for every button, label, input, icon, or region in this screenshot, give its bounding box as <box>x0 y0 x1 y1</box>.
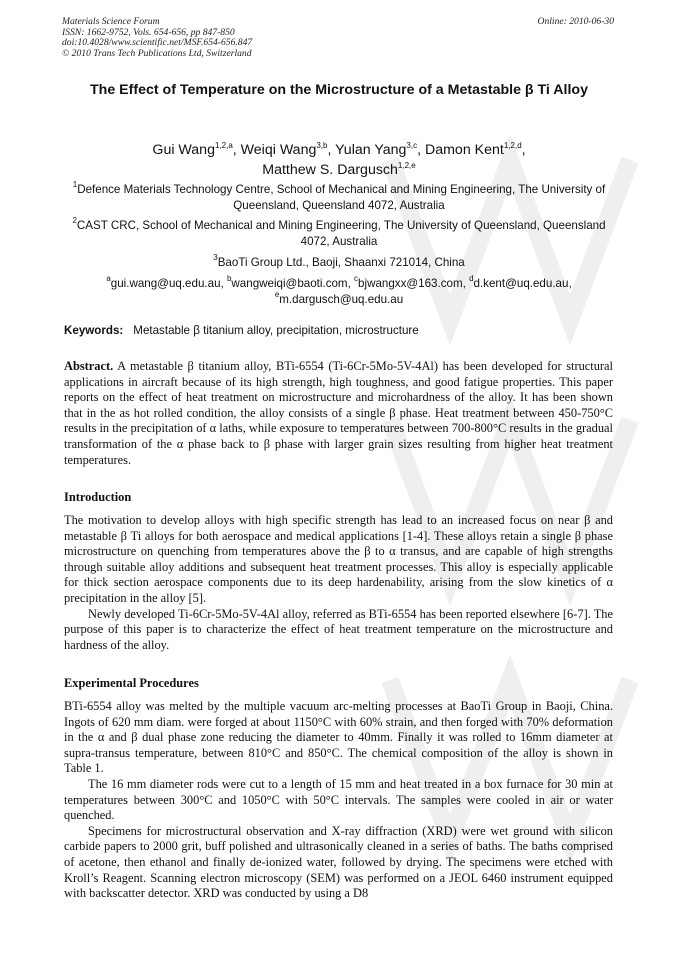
author: Matthew S. Dargusch$^{1,2,e}$ <box>262 161 416 178</box>
affiliation: $^1$Defence Materials Technology Centre, School of Mechanical and Mining Engineering, The University of Queensland, Queensland 4072, Australia <box>72 180 606 212</box>
paragraph: BTi-6554 alloy was melted by the multiple vacuum arc-melting processes at BaoTi Group in Baoji, China. Ingots of 620 mm diam. were forged at about 1150°C with 60% strain, and then forged with 70% deformation in the α and β dual phase zone reducing the diameter to 40mm. Finally it was rolled to 16mm diameter at supra-transus temperature, between 810°C and 850°C. The chemical composition of the alloy is shown in Table 1. <box>64 699 613 776</box>
email: $^d$d.kent@uq.edu.au, <box>469 274 572 290</box>
section-heading-experimental: Experimental Procedures <box>64 676 199 690</box>
doi-line: doi:10.4028/www.scientific.net/MSF.654-656.847 <box>62 37 253 49</box>
author: Weiqi Wang$^{3,b}$ <box>240 141 328 158</box>
author-list: Gui Wang$^{1,2,a}$, Weiqi Wang$^{3,b}$, Yulan Yang$^{3,c}$, Damon Kent$^{1,2,d}$, Matthew S. Dargusch$^{1,2,e}$ <box>152 141 526 178</box>
email: $^b$wangweiqi@baoti.com, <box>226 274 355 290</box>
abstract <box>64 359 613 468</box>
experimental-section <box>64 699 613 902</box>
keywords-text: Metastable β titanium alloy, precipitation, microstructure <box>133 324 419 337</box>
copyright-line: © 2010 Trans Tech Publications Ltd, Switzerland <box>62 47 252 59</box>
author: Yulan Yang$^{3,c}$ <box>335 141 418 158</box>
issn-line: ISSN: 1662-9752, Vols. 654-656, pp 847-850 <box>62 26 235 38</box>
email-list <box>64 276 614 308</box>
paper-title: The Effect of Temperature on the Microstructure of a Metastable β Ti Alloy <box>90 82 588 98</box>
online-date: Online: 2010-06-30 <box>537 16 614 27</box>
affiliation: $^3$BaoTi Group Ltd., Baoji, Shaanxi 721014, China <box>213 253 465 269</box>
author: Damon Kent$^{1,2,d}$ <box>424 141 522 158</box>
paragraph: The motivation to develop alloys with high specific strength has lead to an increased focus on near β and metastable β Ti alloys for both aerospace and medical applications [1-4]. These alloys retain a single β phase microstructure on quenching from temperatures above the β to α transus, and are capable of high strengths through suitable alloy additions and subsequent heat treatment processes. This alloy is especially applicable for thick section aerospace components due to its deep hardenability, arising from the slow kinetics of α precipitation in the alloy [5]. <box>64 513 613 605</box>
paragraph: Specimens for microstructural observation and X-ray diffraction (XRD) were wet ground with silicon carbide papers to 2000 grit, buff polished and ultrasonically cleaned in a series of baths. The baths comprised of acetone, then ethanol and finally de-ionized water, followed by drying. The specimens were etched with Kroll’s Reagent. Scanning electron microscopy (SEM) was performed on a JEOL 6460 instrument equipped with backscatter detector. XRD was conducted by using a D8 <box>64 823 613 901</box>
publication-header <box>62 17 252 59</box>
paragraph: Newly developed Ti-6Cr-5Mo-5V-4Al alloy, referred as BTi-6554 has been reported elsewhere [6-7]. The purpose of this paper is to characterize the effect of heat treatment temperature on the microstructure and hardness of the alloy. <box>64 606 613 652</box>
paragraph: The 16 mm diameter rods were cut to a length of 15 mm and heat treated in a box furnace for 30 min at temperatures between 300°C and 1050°C with 50°C intervals. The samples were cooled in air or water quenched. <box>64 776 613 823</box>
introduction-section <box>64 513 613 653</box>
keywords <box>64 324 419 337</box>
email: $^c$bjwangxx@163.com, <box>354 274 470 290</box>
email: $^a$gui.wang@uq.edu.au, <box>106 274 227 290</box>
journal-name: Materials Science Forum <box>62 16 160 27</box>
abstract-text: A metastable β titanium alloy, BTi-6554 (Ti-6Cr-5Mo-5V-4Al) has been developed for structural applications in aircraft because of its high strength, high toughness, and good fatigue properties. This paper reports on the effect of heat treatment on microstructure and microhardness of the alloy. It has been shown that in the as hot rolled condition, the alloy consists of a single β phase. Heat treatment between 450-750°C results in the precipitation of α laths, while exposure to temperatures between 700-800°C results in the gradual transformation of the α phase back to β phase with larger grain sizes resulting from higher heat treatment temperatures. <box>64 359 613 467</box>
section-heading-introduction: Introduction <box>64 490 132 504</box>
keywords-label: Keywords: <box>64 324 124 337</box>
affiliation: $^2$CAST CRC, School of Mechanical and Mining Engineering, The University of Queensland, Queensland 4072, Australia <box>72 216 606 248</box>
abstract-label: Abstract. <box>64 359 114 373</box>
email: $^e$m.dargusch@uq.edu.au <box>274 290 404 306</box>
author: Gui Wang$^{1,2,a}$ <box>152 141 233 158</box>
